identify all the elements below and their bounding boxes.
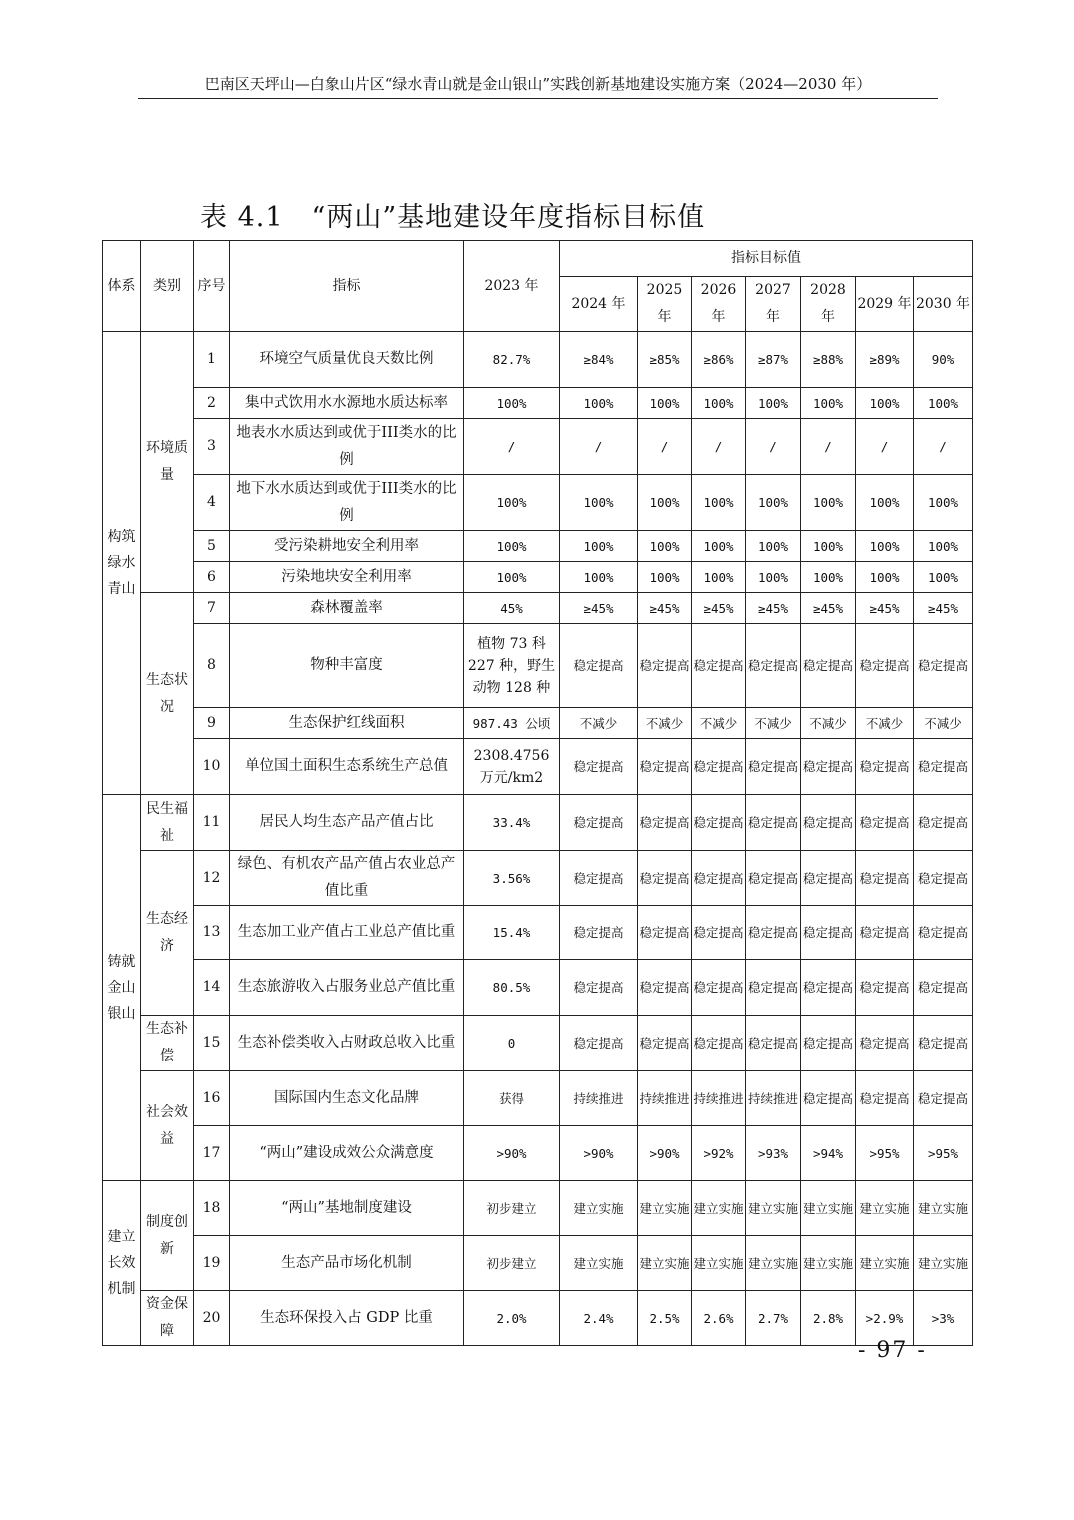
- target-cell: /: [692, 419, 746, 475]
- target-cell: 100%: [856, 388, 914, 419]
- indicator-cell: 森林覆盖率: [230, 593, 464, 624]
- target-cell: ≥45%: [560, 593, 638, 624]
- table-header-row: [103, 241, 973, 277]
- target-cell: 100%: [560, 562, 638, 593]
- target-cell: 稳定提高: [856, 851, 914, 906]
- seq-cell: 19: [194, 1236, 230, 1291]
- seq-cell: 6: [194, 562, 230, 593]
- table-row: [103, 960, 973, 1016]
- target-cell: 100%: [746, 475, 801, 531]
- header-category: 类别: [141, 241, 194, 332]
- target-cell: 100%: [638, 388, 692, 419]
- target-cell: 稳定提高: [746, 624, 801, 708]
- target-cell: >94%: [801, 1126, 856, 1181]
- target-cell: 100%: [801, 562, 856, 593]
- target-cell: 100%: [856, 562, 914, 593]
- target-cell: 持续推进: [746, 1071, 801, 1126]
- seq-cell: 11: [194, 795, 230, 851]
- target-cell: ≥45%: [638, 593, 692, 624]
- target-cell: >95%: [856, 1126, 914, 1181]
- target-cell: 稳定提高: [746, 851, 801, 906]
- indicator-cell: 集中式饮用水水源地水质达标率: [230, 388, 464, 419]
- target-cell: >90%: [638, 1126, 692, 1181]
- target-cell: 建立实施: [560, 1181, 638, 1236]
- table-row: [103, 531, 973, 562]
- target-cell: 建立实施: [856, 1181, 914, 1236]
- base-2023-cell: 33.4%: [464, 795, 560, 851]
- base-2023-cell: 2308.4756 万元/km2: [464, 739, 560, 795]
- target-cell: 稳定提高: [638, 739, 692, 795]
- target-cell: 稳定提高: [801, 739, 856, 795]
- table-row: [103, 1236, 973, 1291]
- target-cell: 建立实施: [856, 1236, 914, 1291]
- target-cell: 稳定提高: [638, 1016, 692, 1071]
- target-cell: ≥87%: [746, 332, 801, 388]
- seq-cell: 12: [194, 851, 230, 906]
- target-cell: 稳定提高: [801, 1016, 856, 1071]
- target-cell: 建立实施: [692, 1181, 746, 1236]
- table-row: [103, 419, 973, 475]
- target-cell: 100%: [746, 562, 801, 593]
- table-body: [103, 332, 973, 1346]
- table-row: [103, 906, 973, 960]
- system-cell: 建立长效机制: [103, 1181, 141, 1346]
- base-2023-cell: 987.43 公顷: [464, 708, 560, 739]
- target-cell: /: [801, 419, 856, 475]
- category-cell: 社会效益: [141, 1071, 194, 1181]
- table-row: [103, 562, 973, 593]
- target-cell: 不减少: [638, 708, 692, 739]
- target-cell: 100%: [914, 388, 973, 419]
- target-cell: 稳定提高: [560, 1016, 638, 1071]
- header-year: 2030 年: [914, 277, 973, 332]
- header-system: 体系: [103, 241, 141, 332]
- target-cell: 稳定提高: [914, 739, 973, 795]
- indicator-cell: 受污染耕地安全利用率: [230, 531, 464, 562]
- target-cell: ≥89%: [856, 332, 914, 388]
- seq-cell: 8: [194, 624, 230, 708]
- target-cell: 稳定提高: [692, 960, 746, 1016]
- target-cell: 2.8%: [801, 1291, 856, 1346]
- target-cell: 建立实施: [638, 1181, 692, 1236]
- category-cell: 民生福祉: [141, 795, 194, 851]
- target-cell: 100%: [560, 388, 638, 419]
- target-cell: 不减少: [914, 708, 973, 739]
- target-cell: >90%: [560, 1126, 638, 1181]
- seq-cell: 2: [194, 388, 230, 419]
- target-cell: 稳定提高: [638, 960, 692, 1016]
- target-cell: /: [856, 419, 914, 475]
- target-cell: 稳定提高: [746, 1016, 801, 1071]
- table-row: [103, 624, 973, 708]
- header-year: 2024 年: [560, 277, 638, 332]
- target-cell: 稳定提高: [692, 851, 746, 906]
- target-cell: 100%: [692, 388, 746, 419]
- target-cell: 建立实施: [801, 1236, 856, 1291]
- indicator-cell: 环境空气质量优良天数比例: [230, 332, 464, 388]
- target-cell: 100%: [638, 562, 692, 593]
- header-seq: 序号: [194, 241, 230, 332]
- base-2023-cell: 100%: [464, 531, 560, 562]
- seq-cell: 9: [194, 708, 230, 739]
- target-cell: 稳定提高: [638, 624, 692, 708]
- target-cell: 持续推进: [638, 1071, 692, 1126]
- target-cell: 稳定提高: [692, 795, 746, 851]
- table-row: [103, 388, 973, 419]
- base-2023-cell: 45%: [464, 593, 560, 624]
- target-cell: 稳定提高: [746, 795, 801, 851]
- table-row: [103, 1071, 973, 1126]
- category-cell: 制度创新: [141, 1181, 194, 1291]
- base-2023-cell: 100%: [464, 562, 560, 593]
- target-cell: 稳定提高: [692, 1016, 746, 1071]
- indicator-cell: 国际国内生态文化品牌: [230, 1071, 464, 1126]
- target-cell: 稳定提高: [692, 906, 746, 960]
- target-cell: 稳定提高: [856, 906, 914, 960]
- target-cell: 稳定提高: [801, 851, 856, 906]
- base-2023-cell: 初步建立: [464, 1236, 560, 1291]
- page-number: - 97 -: [858, 1338, 927, 1363]
- target-cell: ≥45%: [801, 593, 856, 624]
- header-year: 2026 年: [692, 277, 746, 332]
- seq-cell: 15: [194, 1016, 230, 1071]
- target-cell: 稳定提高: [692, 624, 746, 708]
- target-cell: 建立实施: [801, 1181, 856, 1236]
- base-2023-cell: 获得: [464, 1071, 560, 1126]
- target-cell: 100%: [801, 531, 856, 562]
- target-cell: /: [560, 419, 638, 475]
- target-cell: 稳定提高: [801, 1071, 856, 1126]
- header-year: 2025 年: [638, 277, 692, 332]
- target-cell: ≥45%: [914, 593, 973, 624]
- base-2023-cell: 2.0%: [464, 1291, 560, 1346]
- indicator-cell: “两山”基地制度建设: [230, 1181, 464, 1236]
- seq-cell: 7: [194, 593, 230, 624]
- target-cell: 100%: [560, 531, 638, 562]
- category-cell: 生态补偿: [141, 1016, 194, 1071]
- target-cell: 稳定提高: [914, 851, 973, 906]
- base-2023-cell: 80.5%: [464, 960, 560, 1016]
- target-cell: 2.7%: [746, 1291, 801, 1346]
- target-cell: 稳定提高: [746, 906, 801, 960]
- target-cell: 100%: [914, 531, 973, 562]
- indicator-cell: 地下水水质达到或优于III类水的比例: [230, 475, 464, 531]
- target-cell: 不减少: [801, 708, 856, 739]
- seq-cell: 13: [194, 906, 230, 960]
- target-cell: 稳定提高: [746, 739, 801, 795]
- target-cell: 100%: [801, 475, 856, 531]
- category-cell: 环境质量: [141, 332, 194, 593]
- target-cell: 稳定提高: [914, 795, 973, 851]
- target-cell: ≥45%: [692, 593, 746, 624]
- indicator-cell: “两山”建设成效公众满意度: [230, 1126, 464, 1181]
- target-cell: 稳定提高: [638, 851, 692, 906]
- target-cell: >92%: [692, 1126, 746, 1181]
- target-cell: 100%: [801, 388, 856, 419]
- target-cell: ≥45%: [856, 593, 914, 624]
- target-cell: 稳定提高: [856, 1016, 914, 1071]
- target-cell: 100%: [856, 531, 914, 562]
- target-cell: 不减少: [692, 708, 746, 739]
- target-cell: 稳定提高: [801, 960, 856, 1016]
- category-cell: 资金保障: [141, 1291, 194, 1346]
- target-cell: 稳定提高: [914, 1071, 973, 1126]
- target-cell: 不减少: [746, 708, 801, 739]
- table-row: [103, 739, 973, 795]
- base-2023-cell: 100%: [464, 475, 560, 531]
- table-row: [103, 1291, 973, 1346]
- target-cell: 建立实施: [560, 1236, 638, 1291]
- target-cell: >3%: [914, 1291, 973, 1346]
- base-2023-cell: /: [464, 419, 560, 475]
- target-cell: 100%: [638, 531, 692, 562]
- target-cell: 稳定提高: [914, 906, 973, 960]
- target-cell: 100%: [692, 475, 746, 531]
- seq-cell: 20: [194, 1291, 230, 1346]
- target-cell: 稳定提高: [560, 906, 638, 960]
- table-row: [103, 1181, 973, 1236]
- seq-cell: 18: [194, 1181, 230, 1236]
- table-title: 表 4.1 “两山”基地建设年度指标目标值: [200, 202, 706, 233]
- target-cell: >95%: [914, 1126, 973, 1181]
- base-2023-cell: 初步建立: [464, 1181, 560, 1236]
- header-year: 2028 年: [801, 277, 856, 332]
- seq-cell: 4: [194, 475, 230, 531]
- target-cell: 稳定提高: [856, 739, 914, 795]
- indicator-cell: 生态环保投入占 GDP 比重: [230, 1291, 464, 1346]
- seq-cell: 16: [194, 1071, 230, 1126]
- indicator-cell: 地表水水质达到或优于III类水的比例: [230, 419, 464, 475]
- target-cell: 稳定提高: [746, 960, 801, 1016]
- seq-cell: 3: [194, 419, 230, 475]
- target-cell: 100%: [746, 531, 801, 562]
- target-cell: 不减少: [560, 708, 638, 739]
- target-cell: 稳定提高: [856, 1071, 914, 1126]
- header-year: 2027 年: [746, 277, 801, 332]
- target-cell: 100%: [692, 531, 746, 562]
- base-2023-cell: 82.7%: [464, 332, 560, 388]
- base-2023-cell: 100%: [464, 388, 560, 419]
- target-cell: 稳定提高: [801, 906, 856, 960]
- target-cell: ≥86%: [692, 332, 746, 388]
- category-cell: 生态状况: [141, 593, 194, 795]
- target-cell: 100%: [856, 475, 914, 531]
- base-2023-cell: >90%: [464, 1126, 560, 1181]
- table-row: [103, 851, 973, 906]
- indicator-table: [102, 240, 973, 1346]
- table-row: [103, 795, 973, 851]
- target-cell: 稳定提高: [801, 795, 856, 851]
- indicator-cell: 绿色、有机农产品产值占农业总产值比重: [230, 851, 464, 906]
- target-cell: 稳定提高: [856, 795, 914, 851]
- table-row: [103, 475, 973, 531]
- system-cell: 构筑绿水青山: [103, 332, 141, 795]
- target-cell: 稳定提高: [914, 1016, 973, 1071]
- seq-cell: 10: [194, 739, 230, 795]
- system-cell: 铸就金山银山: [103, 795, 141, 1181]
- target-cell: 稳定提高: [560, 795, 638, 851]
- target-cell: 稳定提高: [638, 795, 692, 851]
- indicator-cell: 生态补偿类收入占财政总收入比重: [230, 1016, 464, 1071]
- target-cell: 稳定提高: [560, 960, 638, 1016]
- seq-cell: 1: [194, 332, 230, 388]
- target-cell: 建立实施: [914, 1236, 973, 1291]
- target-cell: 90%: [914, 332, 973, 388]
- target-cell: 稳定提高: [856, 624, 914, 708]
- target-cell: 稳定提高: [914, 624, 973, 708]
- target-cell: >2.9%: [856, 1291, 914, 1346]
- target-cell: 建立实施: [638, 1236, 692, 1291]
- target-cell: /: [638, 419, 692, 475]
- target-cell: ≥45%: [746, 593, 801, 624]
- target-cell: >93%: [746, 1126, 801, 1181]
- target-cell: 稳定提高: [560, 624, 638, 708]
- target-cell: 稳定提高: [560, 851, 638, 906]
- target-cell: 100%: [560, 475, 638, 531]
- target-cell: 2.6%: [692, 1291, 746, 1346]
- base-2023-cell: 0: [464, 1016, 560, 1071]
- seq-cell: 14: [194, 960, 230, 1016]
- target-cell: 100%: [746, 388, 801, 419]
- base-2023-cell: 植物 73 科 227 种，野生动物 128 种: [464, 624, 560, 708]
- indicator-cell: 单位国土面积生态系统生产总值: [230, 739, 464, 795]
- indicator-cell: 生态加工业产值占工业总产值比重: [230, 906, 464, 960]
- target-cell: 100%: [914, 562, 973, 593]
- target-cell: 稳定提高: [638, 906, 692, 960]
- header-rule: [138, 98, 938, 99]
- target-cell: ≥84%: [560, 332, 638, 388]
- base-2023-cell: 15.4%: [464, 906, 560, 960]
- indicator-cell: 生态旅游收入占服务业总产值比重: [230, 960, 464, 1016]
- target-cell: 建立实施: [746, 1181, 801, 1236]
- target-cell: 稳定提高: [914, 960, 973, 1016]
- indicator-cell: 生态保护红线面积: [230, 708, 464, 739]
- base-2023-cell: 3.56%: [464, 851, 560, 906]
- header-indicator: 指标: [230, 241, 464, 332]
- target-cell: 持续推进: [560, 1071, 638, 1126]
- target-cell: /: [746, 419, 801, 475]
- seq-cell: 17: [194, 1126, 230, 1181]
- target-cell: 稳定提高: [692, 739, 746, 795]
- target-cell: 建立实施: [692, 1236, 746, 1291]
- indicator-cell: 物种丰富度: [230, 624, 464, 708]
- target-cell: 2.5%: [638, 1291, 692, 1346]
- category-cell: 生态经济: [141, 851, 194, 1016]
- target-cell: 不减少: [856, 708, 914, 739]
- table-row: [103, 708, 973, 739]
- target-cell: 持续推进: [692, 1071, 746, 1126]
- indicator-cell: 居民人均生态产品产值占比: [230, 795, 464, 851]
- target-cell: 建立实施: [746, 1236, 801, 1291]
- seq-cell: 5: [194, 531, 230, 562]
- running-header: 巴南区天坪山—白象山片区“绿水青山就是金山银山”实践创新基地建设实施方案（2024—2030 年）: [204, 75, 872, 93]
- table-row: [103, 1016, 973, 1071]
- target-cell: /: [914, 419, 973, 475]
- header-target-group: 指标目标值: [560, 241, 973, 277]
- target-cell: 稳定提高: [856, 960, 914, 1016]
- table-row: [103, 1126, 973, 1181]
- target-cell: ≥88%: [801, 332, 856, 388]
- target-cell: ≥85%: [638, 332, 692, 388]
- target-cell: 2.4%: [560, 1291, 638, 1346]
- target-cell: 稳定提高: [801, 624, 856, 708]
- target-cell: 建立实施: [914, 1181, 973, 1236]
- indicator-cell: 污染地块安全利用率: [230, 562, 464, 593]
- header-year: 2029 年: [856, 277, 914, 332]
- table-row: [103, 593, 973, 624]
- table-row: [103, 332, 973, 388]
- indicator-cell: 生态产品市场化机制: [230, 1236, 464, 1291]
- target-cell: 稳定提高: [560, 739, 638, 795]
- target-cell: 100%: [914, 475, 973, 531]
- target-cell: 100%: [638, 475, 692, 531]
- header-2023: 2023 年: [464, 241, 560, 332]
- target-cell: 100%: [692, 562, 746, 593]
